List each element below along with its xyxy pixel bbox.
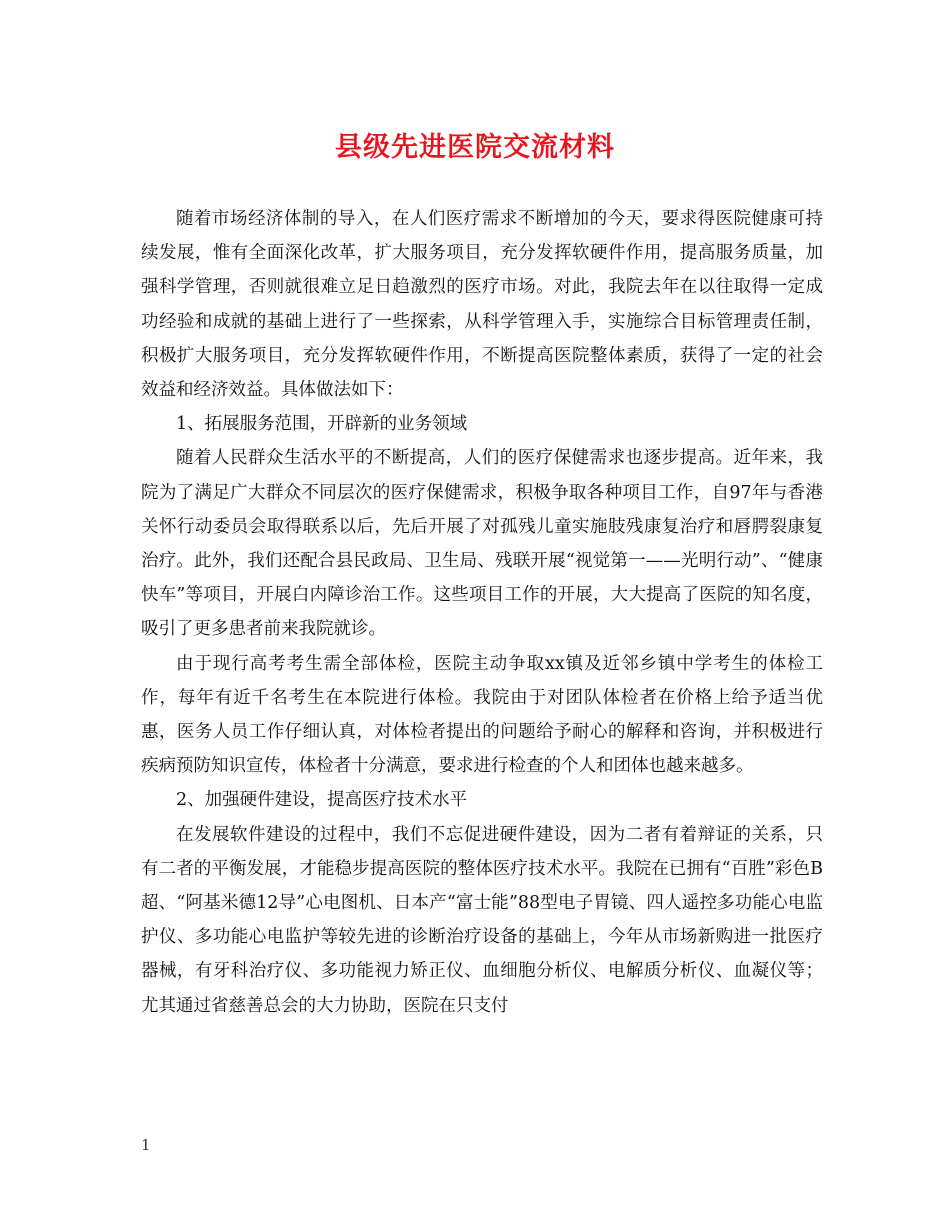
document-title: 县级先进医院交流材料 — [335, 132, 615, 163]
section-heading-1: 1、拓展服务范围，开辟新的业务领域 — [176, 414, 468, 435]
body-paragraph-exams: 由于现行高考考生需全部体检，医院主动争取xx镇及近邻乡镇中学考生的体检工作，每年有近千名考生在本院进行体检。我院由于对团队体检者在价格上给予适当优惠，医务人员工作仔细认真，对体检者提出的问题给予耐心的解释和咨询，并积极进行疾病预防知识宣传，体检者十分满意，要求进行检查的个人和团体也越来越多。 — [141, 653, 823, 777]
body-paragraph-projects: 随着人民群众生活水平的不断提高，人们的医疗保健需求也逐步提高。近年来，我院为了满足广大群众不同层次的医疗保健需求，积极争取各种项目工作，自97年与香港关怀行动委员会取得联系以后，先后开展了对孤残儿童实施肢残康复治疗和唇腭裂康复治疗。此外，我们还配合县民政局、卫生局、残联开展“视觉第一——光明行动”、“健康快车”等项目，开展白内障诊治工作。这些项目工作的开展，大大提高了医院的知名度，吸引了更多患者前来我院就诊。 — [141, 448, 823, 640]
page-number: 1 — [141, 1136, 151, 1154]
section-heading-2: 2、加强硬件建设，提高医疗技术水平 — [176, 790, 468, 811]
body-paragraph-hardware: 在发展软件建设的过程中，我们不忘促进硬件建设，因为二者有着辩证的关系，只有二者的平衡发展，才能稳步提高医院的整体医疗技术水平。我院在已拥有“百胜”彩色B超、“阿基米德12导”心电图机、日本产“富士能”88型电子胃镜、四人遥控多功能心电监护仪、多功能心电监护等较先进的诊断治疗设备的基础上，今年从市场新购进一批医疗器械，有牙科治疗仪、多功能视力矫正仪、血细胞分析仪、电解质分析仪、血凝仪等；尤其通过省慈善总会的大力协助，医院在只支付 — [141, 824, 823, 1016]
body-paragraph-intro: 随着市场经济体制的导入，在人们医疗需求不断增加的今天，要求得医院健康可持续发展，惟有全面深化改革，扩大服务项目，充分发挥软硬件作用，提高服务质量，加强科学管理，否则就很难立足日趋激烈的医疗市场。对此，我院去年在以往取得一定成功经验和成就的基础上进行了一些探索，从科学管理入手，实施综合目标管理责任制，积极扩大服务项目，充分发挥软硬件作用，不断提高医院整体素质，获得了一定的社会效益和经济效益。具体做法如下： — [141, 209, 823, 401]
document-body — [141, 202, 823, 1023]
